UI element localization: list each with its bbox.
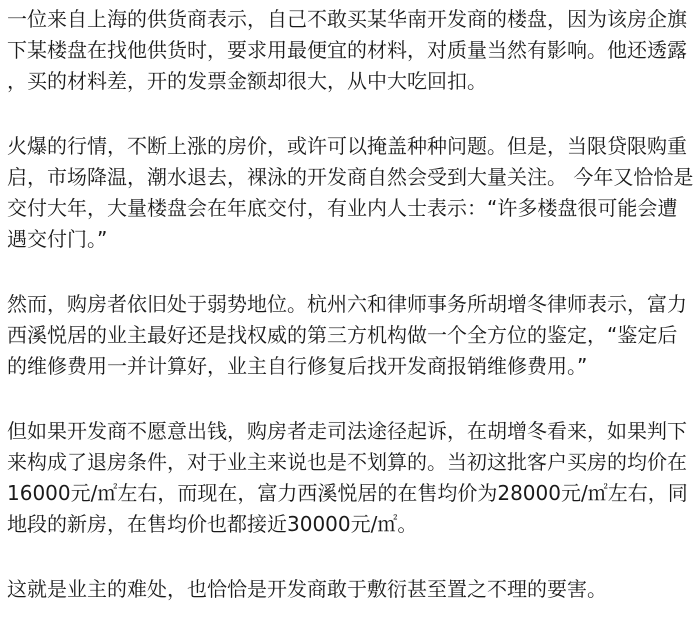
paragraph-supplier-statement: 一位来自上海的供货商表示，自己不敢买某华南开发商的楼盘，因为该房企旗下某楼盘在找他供货时，要求用最便宜的材料，对质量当然有影响。他还透露，买的材料差，开的发票金额却很大，从中大吃回扣。 [7,7,687,93]
paragraph-conclusion: 这就是业主的难处，也恰恰是开发商敢于敷衍甚至置之不理的要害。 [7,577,607,601]
paragraph-litigation-cost: 但如果开发商不愿意出钱，购房者走司法途径起诉，在胡增冬看来，如果判下来构成了退房条件，对于业主来说也是不划算的。当初这批客户买房的均价在16000元/㎡左右，而现在，富力西溪悦居的在售均价为28000元/㎡左右，同地段的新房，在售均价也都接近30000元/㎡。 [7,419,688,536]
paragraph-lawyer-advice: 然而，购房者依旧处于弱势地位。杭州六和律师事务所胡增冬律师表示，富力西溪悦居的业主最好还是找权威的第三方机构做一个全方位的鉴定，“鉴定后的维修费用一并计算好，业主自行修复后找开发商报销维修费用。” [7,292,687,378]
paragraph-market-situation: 火爆的行情，不断上涨的房价，或许可以掩盖种种问题。但是，当限贷限购重启，市场降温，潮水退去，裸泳的开发商自然会受到大量关注。 今年又恰恰是交付大年，大量楼盘会在年底交付，有业内人士表示：“许多楼盘很可能会遭遇交付门。” [7,134,694,251]
